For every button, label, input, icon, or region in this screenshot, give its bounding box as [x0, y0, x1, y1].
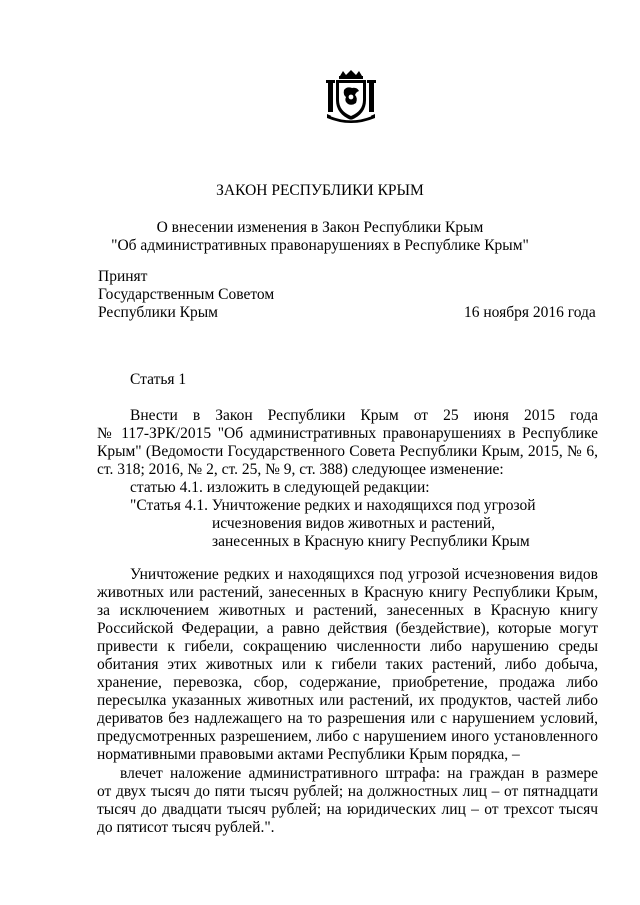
law-subtitle-line-2: "Об административных правонарушениях в Республике Крым" — [111, 237, 529, 254]
adoption-line-1: Принят — [98, 268, 148, 285]
penalty-line: до пятисот тысяч рублей.". — [97, 819, 275, 836]
article-body-paragraph — [97, 566, 598, 764]
body-line: животных или растений, занесенных в Красную книгу Республики Крым, — [97, 584, 598, 601]
penalty-paragraph — [97, 765, 598, 837]
adoption-line-2: Государственным Советом — [98, 286, 275, 303]
new-article-title-line-3: занесенных в Красную книгу Республики Крым — [212, 533, 530, 550]
adoption-date: 16 ноября 2016 года — [464, 304, 596, 321]
law-title: ЗАКОН РЕСПУБЛИКИ КРЫМ — [216, 182, 424, 199]
penalty-line: влечет наложение административного штрафа: на граждан в размере — [120, 765, 598, 782]
body-line: дериватов без надлежащего на то разрешения или с нарушением условий, — [97, 710, 598, 727]
new-article-title-line-1: "Статья 4.1. Уничтожение редких и находящихся под угрозой — [130, 497, 536, 514]
body-line: нормативными правовыми актами Республики Крым порядка, – — [97, 746, 520, 763]
body-line: обитания этих животных или к гибели таких растений, либо добыча, — [97, 656, 598, 673]
article-heading: Статья 1 — [130, 371, 187, 388]
body-line: Уничтожение редких и находящихся под угрозой исчезновения видов — [130, 566, 598, 583]
intro-line: ст. 318; 2016, № 2, ст. 25, № 9, ст. 388) следующее изменение: — [97, 461, 504, 478]
body-line: хранение, перевозка, сбор, содержание, приобретение, продажа либо — [97, 674, 598, 691]
body-line: пересылка указанных животных или растений, их продуктов, частей либо — [97, 692, 598, 709]
amendment-instruction: статью 4.1. изложить в следующей редакции: — [130, 479, 430, 496]
intro-line: Внести в Закон Республики Крым от 25 июня 2015 года — [130, 407, 598, 424]
intro-paragraph — [97, 407, 598, 479]
body-line: предусмотренных разрешением, либо с нарушением иного установленного — [97, 728, 598, 745]
intro-line: Крым" (Ведомости Государственного Совета Республики Крым, 2015, № 6, — [97, 443, 598, 460]
body-line: привести к гибели, сокращению численности либо нарушению среды — [97, 638, 598, 655]
body-line: Российской Федерации, а равно действия (бездействие), которые могут — [97, 620, 598, 637]
coat-of-arms-emblem — [325, 70, 377, 124]
adoption-line-3: Республики Крым — [98, 304, 218, 321]
penalty-line: тысяч до двадцати тысяч рублей; на юридических лиц – от трехсот тысяч — [97, 801, 598, 818]
law-subtitle-line-1: О внесении изменения в Закон Республики Крым — [156, 219, 484, 236]
intro-line: № 117-ЗРК/2015 "Об административных правонарушениях в Республике — [97, 425, 598, 442]
penalty-line: от двух тысяч до пяти тысяч рублей; на должностных лиц – от пятнадцати — [97, 783, 598, 800]
body-line: за исключением животных и растений, занесенных в Красную книгу — [97, 602, 598, 619]
new-article-title-line-2: исчезновения видов животных и растений, — [212, 515, 496, 532]
